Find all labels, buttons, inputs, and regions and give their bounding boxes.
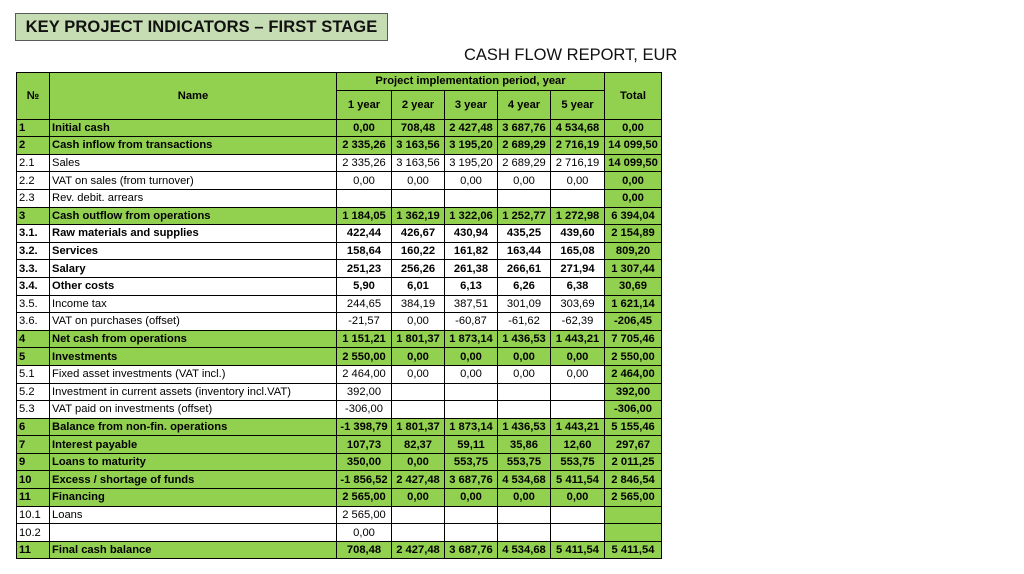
row-year-1-value: 0,00 bbox=[337, 119, 392, 137]
row-name: Sales bbox=[50, 154, 337, 172]
row-year-1-value: 708,48 bbox=[337, 541, 392, 559]
row-number: 11 bbox=[17, 541, 50, 559]
row-number: 3.2. bbox=[17, 242, 50, 260]
header-number: № bbox=[17, 73, 50, 120]
row-year-3-value: 553,75 bbox=[445, 453, 498, 471]
row-year-4-value: 163,44 bbox=[498, 242, 551, 260]
table-row bbox=[17, 277, 662, 295]
row-year-5-value: 0,00 bbox=[551, 365, 605, 383]
row-year-1-value: 0,00 bbox=[337, 524, 392, 542]
row-year-2-value: 1 801,37 bbox=[392, 418, 445, 436]
row-year-3-value: 3 195,20 bbox=[445, 154, 498, 172]
row-name: VAT paid on investments (offset) bbox=[50, 401, 337, 419]
row-name: Final cash balance bbox=[50, 541, 337, 559]
table-row bbox=[17, 295, 662, 313]
row-year-2-value: 0,00 bbox=[392, 489, 445, 507]
row-total: 297,67 bbox=[605, 436, 662, 454]
row-name: Salary bbox=[50, 260, 337, 278]
row-year-2-value: 0,00 bbox=[392, 453, 445, 471]
table-row bbox=[17, 172, 662, 190]
row-year-5-value: 1 443,21 bbox=[551, 330, 605, 348]
row-year-3-value: 1 873,14 bbox=[445, 418, 498, 436]
row-year-4-value: 35,86 bbox=[498, 436, 551, 454]
row-number: 6 bbox=[17, 418, 50, 436]
row-year-5-value: 1 443,21 bbox=[551, 418, 605, 436]
row-total bbox=[605, 506, 662, 524]
row-total: 7 705,46 bbox=[605, 330, 662, 348]
row-year-4-value: 435,25 bbox=[498, 225, 551, 243]
row-name: Financing bbox=[50, 489, 337, 507]
row-total: 392,00 bbox=[605, 383, 662, 401]
report-subtitle: CASH FLOW REPORT, EUR bbox=[464, 46, 678, 64]
row-year-4-value: 6,26 bbox=[498, 277, 551, 295]
row-year-3-value: 430,94 bbox=[445, 225, 498, 243]
row-year-5-value bbox=[551, 506, 605, 524]
row-year-1-value: 158,64 bbox=[337, 242, 392, 260]
table-row bbox=[17, 225, 662, 243]
row-total: 2 011,25 bbox=[605, 453, 662, 471]
row-year-5-value: 553,75 bbox=[551, 453, 605, 471]
table-row bbox=[17, 436, 662, 454]
row-name: Loans bbox=[50, 506, 337, 524]
row-total: 6 394,04 bbox=[605, 207, 662, 225]
table-row bbox=[17, 348, 662, 366]
row-total: 0,00 bbox=[605, 172, 662, 190]
row-year-2-value: 0,00 bbox=[392, 365, 445, 383]
row-year-4-value: -61,62 bbox=[498, 313, 551, 331]
row-number: 2.2 bbox=[17, 172, 50, 190]
row-year-3-value bbox=[445, 506, 498, 524]
row-year-4-value: 1 436,53 bbox=[498, 330, 551, 348]
row-year-4-value bbox=[498, 506, 551, 524]
row-year-3-value: 0,00 bbox=[445, 489, 498, 507]
header-period: Project implementation period, year bbox=[337, 73, 605, 91]
row-year-1-value: 251,23 bbox=[337, 260, 392, 278]
row-year-3-value: 1 873,14 bbox=[445, 330, 498, 348]
row-name: Net cash from operations bbox=[50, 330, 337, 348]
table-row bbox=[17, 471, 662, 489]
row-year-5-value: 5 411,54 bbox=[551, 471, 605, 489]
row-name: Services bbox=[50, 242, 337, 260]
row-name: Excess / shortage of funds bbox=[50, 471, 337, 489]
row-year-4-value: 2 689,29 bbox=[498, 154, 551, 172]
row-year-5-value: 2 716,19 bbox=[551, 154, 605, 172]
row-year-3-value: 261,38 bbox=[445, 260, 498, 278]
table-row bbox=[17, 189, 662, 207]
row-name: Rev. debit. arrears bbox=[50, 189, 337, 207]
header-name: Name bbox=[50, 73, 337, 120]
row-year-3-value: 3 687,76 bbox=[445, 541, 498, 559]
row-year-5-value bbox=[551, 401, 605, 419]
row-name: Raw materials and supplies bbox=[50, 225, 337, 243]
row-total: 809,20 bbox=[605, 242, 662, 260]
row-year-3-value: 3 687,76 bbox=[445, 471, 498, 489]
row-year-4-value: 1 252,77 bbox=[498, 207, 551, 225]
row-year-1-value: 422,44 bbox=[337, 225, 392, 243]
row-name: Balance from non-fin. operations bbox=[50, 418, 337, 436]
row-year-1-value: 2 565,00 bbox=[337, 489, 392, 507]
table-row bbox=[17, 489, 662, 507]
table-row bbox=[17, 154, 662, 172]
row-name: Fixed asset investments (VAT incl.) bbox=[50, 365, 337, 383]
cash-flow-table bbox=[16, 72, 662, 559]
row-number: 3.1. bbox=[17, 225, 50, 243]
table-row bbox=[17, 365, 662, 383]
row-name: Cash inflow from transactions bbox=[50, 137, 337, 155]
row-year-1-value: -1 856,52 bbox=[337, 471, 392, 489]
row-year-1-value: 5,90 bbox=[337, 277, 392, 295]
row-year-4-value bbox=[498, 383, 551, 401]
row-year-1-value: 2 335,26 bbox=[337, 137, 392, 155]
row-total: 0,00 bbox=[605, 119, 662, 137]
header-total: Total bbox=[605, 73, 662, 120]
row-year-3-value: 1 322,06 bbox=[445, 207, 498, 225]
table-row bbox=[17, 541, 662, 559]
row-year-4-value: 266,61 bbox=[498, 260, 551, 278]
row-total: 2 154,89 bbox=[605, 225, 662, 243]
row-year-3-value: 0,00 bbox=[445, 348, 498, 366]
row-name: VAT on purchases (offset) bbox=[50, 313, 337, 331]
row-year-2-value: 0,00 bbox=[392, 348, 445, 366]
row-year-4-value bbox=[498, 524, 551, 542]
row-number: 2.3 bbox=[17, 189, 50, 207]
row-total bbox=[605, 524, 662, 542]
row-number: 3 bbox=[17, 207, 50, 225]
row-number: 1 bbox=[17, 119, 50, 137]
row-year-2-value bbox=[392, 524, 445, 542]
row-total: 1 621,14 bbox=[605, 295, 662, 313]
row-name: Cash outflow from operations bbox=[50, 207, 337, 225]
row-year-1-value: 107,73 bbox=[337, 436, 392, 454]
page-title: KEY PROJECT INDICATORS – FIRST STAGE bbox=[15, 13, 388, 41]
table-header-row bbox=[17, 73, 662, 91]
row-total: 2 550,00 bbox=[605, 348, 662, 366]
row-number: 3.5. bbox=[17, 295, 50, 313]
row-year-4-value: 0,00 bbox=[498, 489, 551, 507]
row-year-1-value: 1 184,05 bbox=[337, 207, 392, 225]
row-year-3-value: 387,51 bbox=[445, 295, 498, 313]
row-number: 10.1 bbox=[17, 506, 50, 524]
table-row bbox=[17, 313, 662, 331]
row-year-5-value bbox=[551, 524, 605, 542]
row-year-4-value: 4 534,68 bbox=[498, 541, 551, 559]
row-number: 10.2 bbox=[17, 524, 50, 542]
row-year-4-value: 0,00 bbox=[498, 348, 551, 366]
row-year-3-value bbox=[445, 401, 498, 419]
row-year-5-value: 12,60 bbox=[551, 436, 605, 454]
header-year-1: 1 year bbox=[337, 90, 392, 119]
row-year-1-value: 244,65 bbox=[337, 295, 392, 313]
row-year-3-value: 161,82 bbox=[445, 242, 498, 260]
row-year-1-value: 392,00 bbox=[337, 383, 392, 401]
header-year-3: 3 year bbox=[445, 90, 498, 119]
row-name: Interest payable bbox=[50, 436, 337, 454]
row-year-3-value bbox=[445, 383, 498, 401]
row-number: 10 bbox=[17, 471, 50, 489]
row-year-4-value: 553,75 bbox=[498, 453, 551, 471]
row-year-3-value: 0,00 bbox=[445, 172, 498, 190]
row-total: 14 099,50 bbox=[605, 137, 662, 155]
row-year-5-value: 2 716,19 bbox=[551, 137, 605, 155]
row-year-3-value bbox=[445, 189, 498, 207]
row-number: 3.4. bbox=[17, 277, 50, 295]
table-row bbox=[17, 137, 662, 155]
row-year-5-value: 271,94 bbox=[551, 260, 605, 278]
row-year-2-value: 256,26 bbox=[392, 260, 445, 278]
row-year-5-value: 4 534,68 bbox=[551, 119, 605, 137]
row-number: 5.1 bbox=[17, 365, 50, 383]
row-year-2-value: 6,01 bbox=[392, 277, 445, 295]
row-total: 14 099,50 bbox=[605, 154, 662, 172]
row-total: -306,00 bbox=[605, 401, 662, 419]
row-total: 2 846,54 bbox=[605, 471, 662, 489]
row-name: Income tax bbox=[50, 295, 337, 313]
header-year-2: 2 year bbox=[392, 90, 445, 119]
row-year-4-value: 2 689,29 bbox=[498, 137, 551, 155]
row-total: 5 411,54 bbox=[605, 541, 662, 559]
row-number: 5.2 bbox=[17, 383, 50, 401]
row-year-5-value: 1 272,98 bbox=[551, 207, 605, 225]
row-year-1-value: 1 151,21 bbox=[337, 330, 392, 348]
row-year-3-value: 2 427,48 bbox=[445, 119, 498, 137]
row-year-1-value: 0,00 bbox=[337, 172, 392, 190]
table-body bbox=[17, 119, 662, 559]
row-year-1-value: 2 565,00 bbox=[337, 506, 392, 524]
row-year-3-value: 59,11 bbox=[445, 436, 498, 454]
row-number: 2.1 bbox=[17, 154, 50, 172]
row-number: 2 bbox=[17, 137, 50, 155]
row-name: Other costs bbox=[50, 277, 337, 295]
row-year-5-value: 5 411,54 bbox=[551, 541, 605, 559]
row-year-5-value bbox=[551, 189, 605, 207]
row-total: 2 565,00 bbox=[605, 489, 662, 507]
row-name: Investments bbox=[50, 348, 337, 366]
table-row bbox=[17, 330, 662, 348]
row-year-4-value: 301,09 bbox=[498, 295, 551, 313]
row-name bbox=[50, 524, 337, 542]
row-year-1-value bbox=[337, 189, 392, 207]
row-year-2-value: 0,00 bbox=[392, 313, 445, 331]
row-year-5-value: 165,08 bbox=[551, 242, 605, 260]
row-year-3-value: -60,87 bbox=[445, 313, 498, 331]
row-year-5-value: 439,60 bbox=[551, 225, 605, 243]
row-number: 7 bbox=[17, 436, 50, 454]
row-year-1-value: 2 464,00 bbox=[337, 365, 392, 383]
row-year-1-value: 350,00 bbox=[337, 453, 392, 471]
table-row bbox=[17, 453, 662, 471]
row-year-5-value: 303,69 bbox=[551, 295, 605, 313]
row-total: 30,69 bbox=[605, 277, 662, 295]
row-year-2-value: 82,37 bbox=[392, 436, 445, 454]
row-year-2-value: 160,22 bbox=[392, 242, 445, 260]
row-year-3-value: 0,00 bbox=[445, 365, 498, 383]
row-year-4-value: 0,00 bbox=[498, 172, 551, 190]
row-year-2-value: 3 163,56 bbox=[392, 154, 445, 172]
table-row bbox=[17, 418, 662, 436]
row-year-3-value: 6,13 bbox=[445, 277, 498, 295]
row-year-3-value: 3 195,20 bbox=[445, 137, 498, 155]
row-year-1-value: -21,57 bbox=[337, 313, 392, 331]
row-year-4-value bbox=[498, 401, 551, 419]
row-year-2-value: 426,67 bbox=[392, 225, 445, 243]
row-year-4-value: 3 687,76 bbox=[498, 119, 551, 137]
row-year-4-value bbox=[498, 189, 551, 207]
header-year-5: 5 year bbox=[551, 90, 605, 119]
row-total: 0,00 bbox=[605, 189, 662, 207]
row-number: 5 bbox=[17, 348, 50, 366]
table-row bbox=[17, 119, 662, 137]
table-row bbox=[17, 207, 662, 225]
row-number: 11 bbox=[17, 489, 50, 507]
row-number: 5.3 bbox=[17, 401, 50, 419]
row-year-2-value bbox=[392, 189, 445, 207]
row-total: 1 307,44 bbox=[605, 260, 662, 278]
row-year-3-value bbox=[445, 524, 498, 542]
row-year-1-value: 2 550,00 bbox=[337, 348, 392, 366]
row-name: Initial cash bbox=[50, 119, 337, 137]
row-year-1-value: -1 398,79 bbox=[337, 418, 392, 436]
row-year-4-value: 4 534,68 bbox=[498, 471, 551, 489]
row-year-5-value: 0,00 bbox=[551, 489, 605, 507]
row-year-1-value: 2 335,26 bbox=[337, 154, 392, 172]
table-row bbox=[17, 401, 662, 419]
row-name: VAT on sales (from turnover) bbox=[50, 172, 337, 190]
row-year-5-value: 6,38 bbox=[551, 277, 605, 295]
row-year-2-value bbox=[392, 383, 445, 401]
row-number: 4 bbox=[17, 330, 50, 348]
row-year-2-value bbox=[392, 401, 445, 419]
row-total: 2 464,00 bbox=[605, 365, 662, 383]
table-row bbox=[17, 524, 662, 542]
row-number: 3.6. bbox=[17, 313, 50, 331]
row-year-2-value: 2 427,48 bbox=[392, 471, 445, 489]
header-year-4: 4 year bbox=[498, 90, 551, 119]
row-year-5-value: 0,00 bbox=[551, 172, 605, 190]
row-year-5-value bbox=[551, 383, 605, 401]
row-name: Investment in current assets (inventory incl.VAT) bbox=[50, 383, 337, 401]
row-year-2-value: 3 163,56 bbox=[392, 137, 445, 155]
row-year-2-value: 2 427,48 bbox=[392, 541, 445, 559]
row-year-5-value: 0,00 bbox=[551, 348, 605, 366]
row-year-2-value: 0,00 bbox=[392, 172, 445, 190]
row-year-2-value: 708,48 bbox=[392, 119, 445, 137]
table-row bbox=[17, 383, 662, 401]
row-name: Loans to maturity bbox=[50, 453, 337, 471]
row-year-4-value: 0,00 bbox=[498, 365, 551, 383]
table-row bbox=[17, 260, 662, 278]
row-total: -206,45 bbox=[605, 313, 662, 331]
row-year-4-value: 1 436,53 bbox=[498, 418, 551, 436]
row-number: 9 bbox=[17, 453, 50, 471]
row-year-2-value: 1 801,37 bbox=[392, 330, 445, 348]
row-year-2-value bbox=[392, 506, 445, 524]
row-year-2-value: 384,19 bbox=[392, 295, 445, 313]
row-year-5-value: -62,39 bbox=[551, 313, 605, 331]
row-year-2-value: 1 362,19 bbox=[392, 207, 445, 225]
table-row bbox=[17, 506, 662, 524]
table-row bbox=[17, 242, 662, 260]
row-total: 5 155,46 bbox=[605, 418, 662, 436]
row-year-1-value: -306,00 bbox=[337, 401, 392, 419]
row-number: 3.3. bbox=[17, 260, 50, 278]
